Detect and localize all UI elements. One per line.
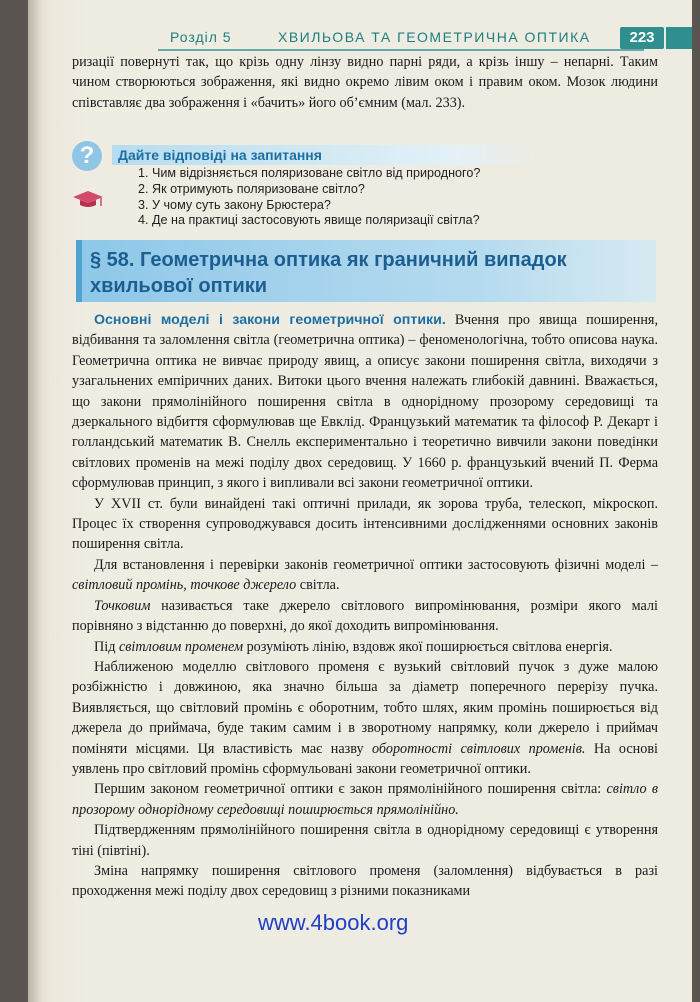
paragraph-4 <box>72 596 658 637</box>
intro-paragraph <box>72 52 658 113</box>
questions-list <box>138 166 480 229</box>
term-reversibility: оборотності світлових променів. <box>372 740 586 757</box>
paragraph-1 <box>72 310 658 494</box>
page-number: 223 <box>620 27 664 49</box>
paragraph-7 <box>72 779 658 820</box>
header-section: Розділ 5 <box>170 29 232 45</box>
section-heading-accent <box>76 240 82 302</box>
paragraph-3-sep: , <box>183 577 191 594</box>
paragraph-5-start: Під <box>94 638 119 655</box>
subsection-heading: Основні моделі і закони геометричної оптики. <box>94 312 446 328</box>
paragraph-2: У XVII ст. були винайдені такі оптичні прилади, як зорова труба, телескоп, мікроскоп. Процес їх створення супроводжувався досить інтенсивними дослідженнями основних законів поширення світла. <box>72 495 658 553</box>
questions-box <box>72 137 662 227</box>
paragraph-1-text: Вчення про явища поширення, відбивання та заломлення світла (геометрична оптика) – феноменологічна, тобто описова наука. Геометрична оптика не вивчає природу явищ, а описує закони поширення світла, виходячи з узагальнених емпіричних даних. Витоки цього вчення належать глибокій давнині. Вважається, що закони прямолінійного поширення світла в однорідному прозорому середовищі та дзеркального відбиття сформулював ще Евклід. Французький математик та філософ Р. Декарт і голландський математик В. Снелль експериментально і теоретично вивчили закони поведінки світлових променів на межі поділу двох середовищ. У 1660 р. французький вчений П. Ферма сформулював принцип, з якого і випливали всі закони геометричної оптики. <box>72 312 658 492</box>
header-title: ХВИЛЬОВА ТА ГЕОМЕТРИЧНА ОПТИКА <box>278 29 591 45</box>
term-light-beam: світловим променем <box>118 638 244 655</box>
main-body <box>72 310 658 902</box>
paragraph-4-text: називається таке джерело світлового випромінювання, розміри якого малі порівняно з відстанню до поверхні, до якої доходить випромінювання. <box>72 597 658 635</box>
paragraph-3-text: Для встановлення і перевірки законів геометричної оптики застосовують фізичні моделі – <box>94 556 658 573</box>
question-icon: ? <box>72 141 102 171</box>
term-point: Точковим <box>94 597 151 614</box>
paragraph-6-text: Наближеною моделлю світлового променя є вузький світловий пучок з дуже малою розбіжністю і довжиною, яка значно більша за діаметр поперечного перерізу пучка. Виявляється, що світловий промінь є оборотним, тобто шлях, яким промінь поширюється від джерела до приймача, буде таким самим і в зворотному напрямку, коли джерело і приймач поміняти місцями. Ця властивість має назву <box>72 658 658 757</box>
question-item: 2. Як отримують поляризоване світло? <box>138 181 365 196</box>
paragraph-7-text: Першим законом геометричної оптики є закон прямолінійного поширення світла: <box>94 781 607 798</box>
paragraph-9: Зміна напрямку поширення світлового променя (заломлення) відбувається в разі проходження межі поділу двох середовищ з різними показниками <box>72 862 658 900</box>
running-header <box>158 27 644 51</box>
book-page <box>28 0 692 1002</box>
paragraph-8: Підтвердженням прямолінійного поширення світла в однорідному середовищі є утворення тіні (півтіні). <box>72 822 658 859</box>
question-item: 3. У чому суть закону Брюстера? <box>138 197 331 212</box>
footer-url[interactable]: www.4book.org <box>258 910 409 935</box>
questions-title: Дайте відповіді на запитання <box>112 145 538 165</box>
paragraph-3-end: світла. <box>296 577 340 594</box>
paragraph-6-end: На основі уявлень про світловий промінь сформульовані закони геометричної оптики. <box>72 740 658 777</box>
paragraph-6 <box>72 657 658 779</box>
term-light-ray: світловий промінь <box>72 577 184 594</box>
intro-text: ризації повернуті так, що крізь одну лінзу видно парні ряди, а крізь іншу – непарні. Таким чином створюються зображення, які видно окремо лівим оком і правим оком. Мозок людини співставляє два зображення і «бачить» його об’ємним (мал. 233). <box>72 54 658 111</box>
section-title: § 58. Геометрична оптика як граничний випадок хвильової оптики <box>90 249 567 297</box>
paragraph-5 <box>72 637 658 657</box>
term-point-source: точкове джерело <box>190 577 297 594</box>
question-item: 4. Де на практиці застосовують явище поляризації світла? <box>138 213 480 228</box>
question-item: 1. Чим відрізняється поляризоване світло від природного? <box>138 166 481 180</box>
law-rectilinear: світло в прозорому однорідному середовищі поширюється прямолінійно. <box>72 781 658 818</box>
paragraph-3 <box>72 555 658 596</box>
graduation-cap-icon <box>72 189 104 209</box>
page-number-tab <box>666 27 692 49</box>
paragraph-5-text: розуміють лінію, вздовж якої поширюється світлова енергія. <box>243 638 613 655</box>
book-spine <box>28 0 42 1002</box>
